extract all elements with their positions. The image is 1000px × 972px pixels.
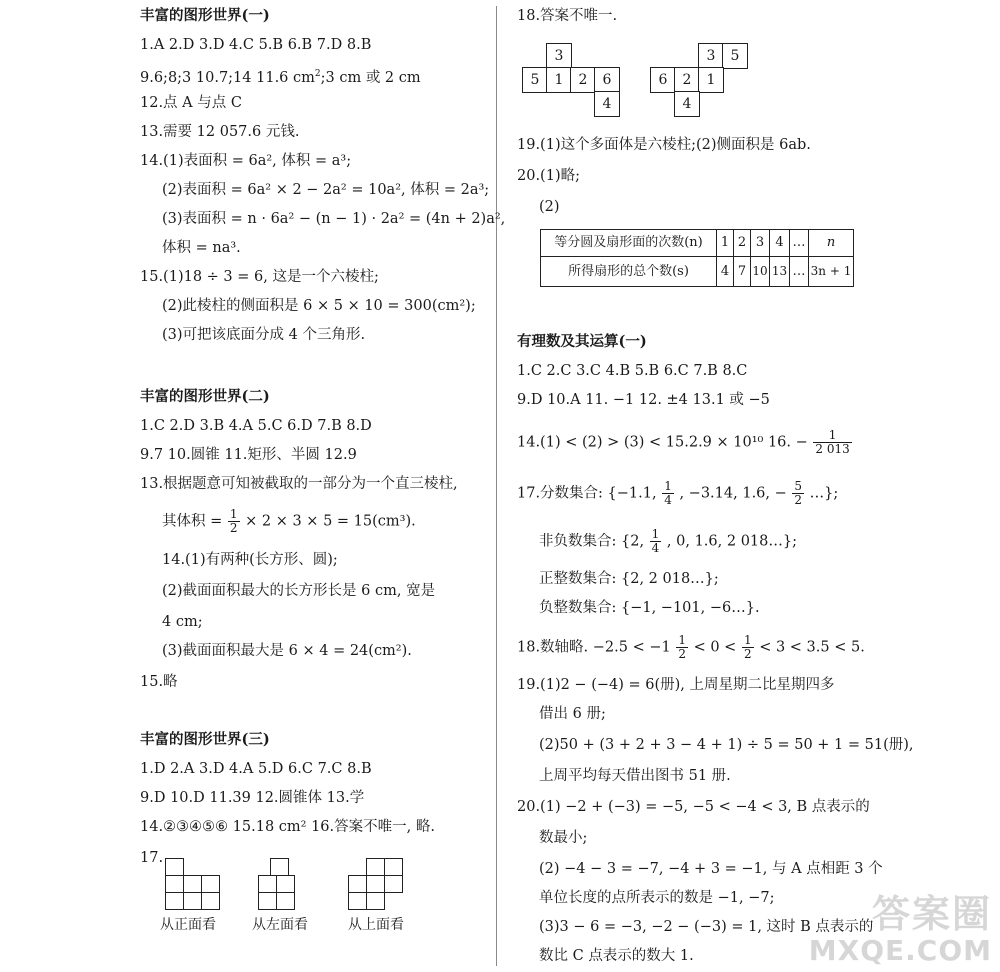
watermark-text: 答案圈: [871, 892, 992, 936]
section-title: 丰富的图形世界(二): [140, 388, 270, 405]
fraction: $\frac{1}{2}$: [229, 507, 238, 535]
answer-line: 1.C 2.D 3.B 4.A 5.C 6.D 7.B 8.D: [140, 418, 372, 434]
answer-line: 14.②③④⑤⑥ 15.18 cm² 16.答案不唯一, 略.: [140, 819, 435, 835]
answer-line: 负整数集合: {−1, −101, −6…}.: [539, 600, 760, 616]
answer-line: 9.D 10.A 11. −1 12. ±4 13.1 或 −5: [517, 392, 770, 408]
view-label-left: 从左面看: [252, 917, 308, 933]
answer-line: 12.点 A 与点 C: [140, 95, 242, 111]
watermark: [809, 892, 992, 966]
answer-line: (2) −4 − 3 = −7, −4 + 3 = −1, 与 A 点相距 3 个: [539, 861, 883, 877]
answer-line: 13.需要 12 057.6 元钱.: [140, 124, 300, 140]
answer-line: 1.D 2.A 3.D 4.A 5.D 6.C 7.C 8.B: [140, 761, 372, 777]
answer-line: 14.(1)表面积 = 6a², 体积 = a³;: [140, 153, 352, 169]
fraction: $\frac{1}{4}$: [664, 479, 672, 507]
fraction: $\frac{1}{2}$: [743, 633, 752, 661]
answer-line: (3)截面面积最大是 6 × 4 = 24(cm²).: [162, 643, 412, 659]
answer-line: (2): [539, 199, 560, 215]
answer-line: 15.(1)18 ÷ 3 = 6, 这是一个六棱柱;: [140, 269, 379, 285]
view-label-front: 从正面看: [160, 917, 216, 933]
answer-line: 20.(1)略;: [517, 168, 580, 184]
answer-line: (3)3 − 6 = −3, −2 − (−3) = 1, 这时 B 点表示的: [539, 919, 874, 935]
answer-line: 20.(1) −2 + (−3) = −5, −5 < −4 < 3, B 点表示的: [517, 799, 870, 815]
answer-line: 9.6;8;3 10.7;14 11.6 $cm^2;3$ cm 或 2 cm: [140, 69, 421, 86]
answer-line: (2)表面积 = 6a² × 2 − 2a² = 10a², 体积 = 2a³;: [162, 182, 490, 198]
answer-line: 借出 6 册;: [539, 706, 606, 722]
column-divider: [496, 6, 497, 966]
answer-line: 18.答案不唯一.: [517, 8, 618, 24]
answer-line: 单位长度的点所表示的数是 −1, −7;: [539, 890, 775, 906]
watermark-url: MXQE.COM: [808, 934, 992, 967]
answer-line: (2)此棱柱的侧面积是 6 × 5 × 10 = 300(cm²);: [162, 298, 476, 314]
answer-line: 17.分数集合: {−1.1, $\frac{1}{4}$ , −3.14, 1.6, − $\frac{5}{2}$ …};: [517, 479, 839, 507]
fraction: $\frac{1}{2}$: [678, 633, 686, 661]
answer-line: 13.根据题意可知被截取的一部分为一个直三棱柱,: [140, 476, 458, 492]
fraction: $\frac{1}{4}$: [651, 527, 660, 555]
answer-line: 19.(1)2 − (−4) = 6(册), 上周星期二比星期四多: [517, 677, 835, 693]
answer-line: 1.A 2.D 3.D 4.C 5.B 6.B 7.D 8.B: [140, 37, 372, 53]
answer-line: 1.C 2.C 3.C 4.B 5.B 6.C 7.B 8.C: [517, 363, 748, 379]
answer-line: 9.7 10.圆锥 11.矩形、半圆 12.9: [140, 447, 357, 463]
answer-line: (3)表面积 = n · 6a² − (n − 1) · 2a² = (4n + 2)a²,: [162, 211, 506, 227]
fraction: $\frac{5}{2}$: [794, 479, 803, 507]
view-label-top: 从上面看: [348, 917, 404, 933]
answer-line: 14.(1)有两种(长方形、圆);: [162, 552, 338, 568]
answer-line: 19.(1)这个多面体是六棱柱;(2)侧面积是 6ab.: [517, 137, 811, 153]
section-title: 丰富的图形世界(一): [140, 7, 270, 24]
answer-line: 数比 C 点表示的数大 1.: [539, 948, 694, 964]
answer-line: 非负数集合: {2, $\frac{1}{4}$ , 0, 1.6, 2 018…};: [539, 527, 797, 555]
answer-line: 14.(1) < (2) > (3) < 15.2.9 × 10¹⁰ 16. − $\frac{1}{2 013}$: [517, 428, 850, 456]
answer-line: 正整数集合: {2, 2 018…};: [539, 571, 719, 587]
answer-line: 17.: [140, 850, 164, 866]
section-title: 有理数及其运算(一): [517, 333, 647, 350]
section-title: 丰富的图形世界(三): [140, 731, 270, 748]
answer-line: 9.D 10.D 11.39 12.圆锥体 13.学: [140, 790, 365, 806]
answer-line: 体积 = na³.: [162, 240, 241, 256]
answer-line: (2)50 + (3 + 2 + 3 − 4 + 1) ÷ 5 = 50 + 1 = 51(册),: [539, 737, 914, 753]
answer-line: 数最小;: [539, 830, 588, 846]
answer-line: 其体积 = $\frac{1}{2}$ × 2 × 3 × 5 = 15(cm³).: [162, 507, 416, 535]
answer-line: 18.数轴略. −2.5 < −1 $\frac{1}{2}$ < 0 < $\frac{1}{2}$ < 3 < 3.5 < 5.: [517, 633, 865, 661]
answer-line: 15.略: [140, 674, 178, 690]
answer-line: 上周平均每天借出图书 51 册.: [539, 768, 731, 784]
fraction: $\frac{1}{2 013}$: [815, 428, 850, 456]
answer-line: (2)截面面积最大的长方形长是 6 cm, 宽是: [162, 583, 436, 599]
answer-line: 4 cm;: [162, 614, 203, 630]
answer-line: (3)可把该底面分成 4 个三角形.: [162, 327, 366, 343]
